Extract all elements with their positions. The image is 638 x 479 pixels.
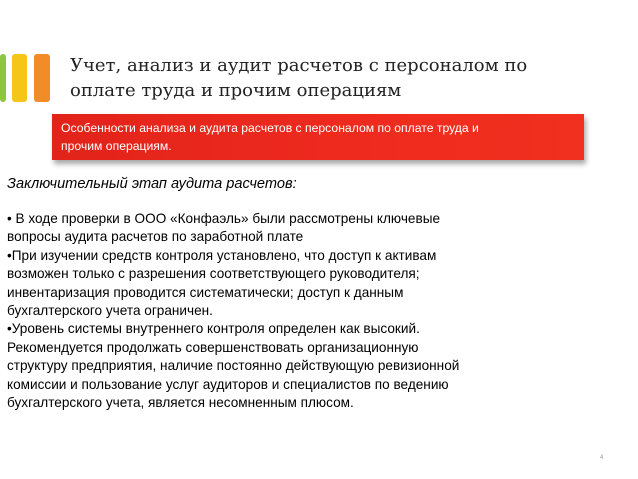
slide-title-line-2: оплате труда и прочим операциям xyxy=(70,80,402,101)
body-line: комиссии и пользование услуг аудиторов и специалистов по ведению xyxy=(7,376,449,392)
subtitle-banner xyxy=(52,114,584,160)
body-line: вопросы аудита расчетов по заработной плате xyxy=(7,229,304,245)
section-heading: Заключительный этап аудита расчетов: xyxy=(7,176,297,192)
orange-accent-bar xyxy=(34,54,50,102)
slide-title-line-1: Учет, анализ и аудит расчетов с персоналом по xyxy=(70,55,528,76)
banner-line-2: прочим операциям. xyxy=(61,139,172,153)
body-text xyxy=(7,174,582,412)
body-line: возможен только с разрешения соответствующего руководителя; xyxy=(7,266,420,282)
body-line: инвентаризация проводится систематически; доступ к данным xyxy=(7,284,404,300)
body-line: бухгалтерского учета, является несомненным плюсом. xyxy=(7,395,354,411)
page-number: 4 xyxy=(600,455,604,461)
yellow-accent-bar xyxy=(12,54,27,102)
body-line: • В ходе проверки в ООО «Конфаэль» были рассмотрены ключевые xyxy=(7,211,441,226)
banner-line-1: Особенности анализа и аудита расчетов с персоналом по оплате труда и xyxy=(61,121,479,135)
body-line: структуру предприятия, наличие постоянно действующую ревизионной xyxy=(7,358,460,374)
blank-line xyxy=(7,194,582,210)
body-line: бухгалтерского учета ограничен. xyxy=(7,303,213,319)
slide-title xyxy=(70,53,570,103)
body-line: •При изучении средств контроля установлено, что доступ к активам xyxy=(7,247,437,263)
body-line: Рекомендуется продолжать совершенствовать организационную xyxy=(7,339,419,355)
body-line: •Уровень системы внутреннего контроля определен как высокий. xyxy=(7,321,420,337)
green-accent-bar xyxy=(0,54,6,102)
